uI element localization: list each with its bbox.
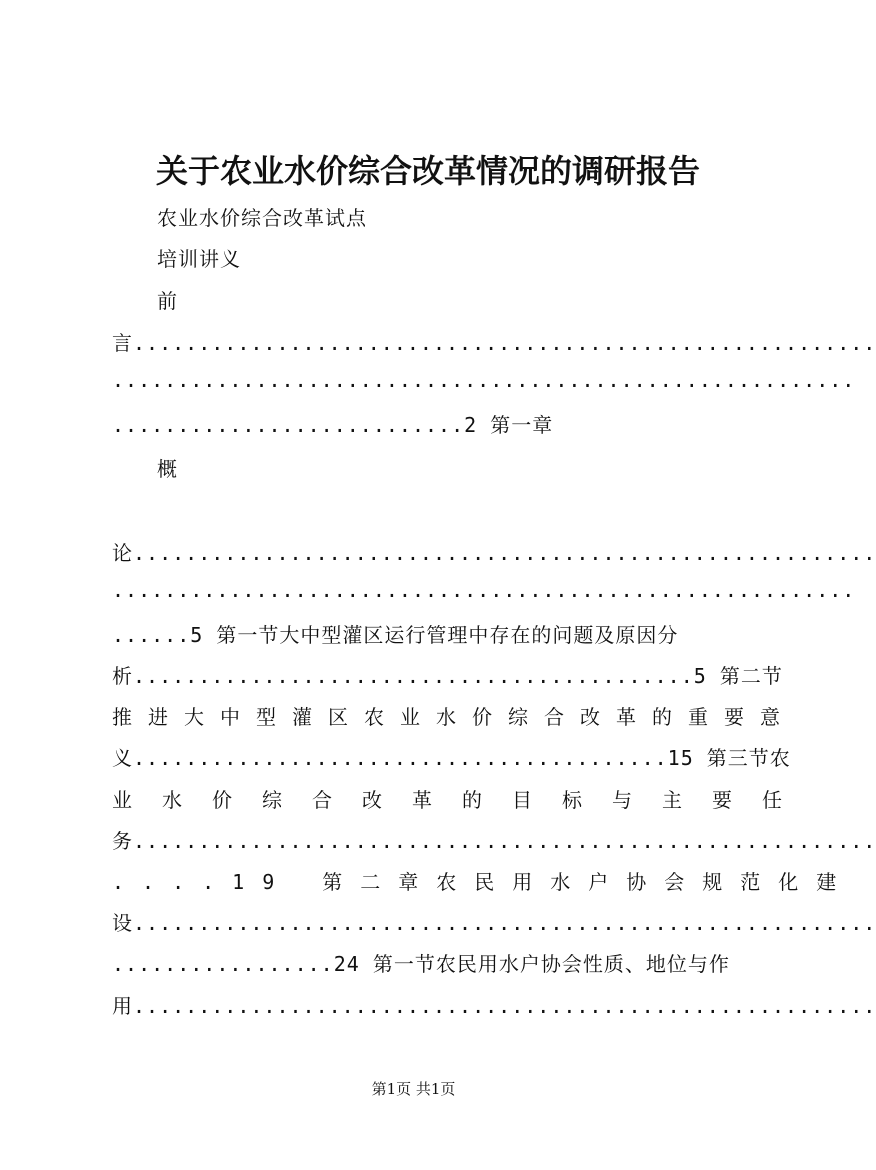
toc-line: 务......................................................... <box>112 829 876 853</box>
subtitle-line-1: 农业水价综合改革试点 <box>157 206 367 230</box>
toc-line: 推进大中型灌区农业水价综合改革的重要意 <box>112 705 796 729</box>
toc-line: ......5 第一节大中型灌区运行管理中存在的问题及原因分 <box>112 623 679 647</box>
toc-heading-part-2: 概 <box>157 457 178 481</box>
toc-line: 用......................................................... <box>112 994 876 1018</box>
toc-line: 言......................................................... <box>112 331 876 355</box>
toc-line: ......................................................... <box>112 368 856 392</box>
toc-line: ......................................................... <box>112 578 856 602</box>
toc-line: 论......................................................... <box>112 541 876 565</box>
toc-line: 业水价综合改革的目标与主要任 <box>112 788 812 812</box>
toc-line: 析...........................................5 第二节 <box>112 664 783 688</box>
toc-line: ....19 第二章农民用水户协会规范化建 <box>112 870 855 894</box>
subtitle-line-2: 培训讲义 <box>157 247 241 271</box>
toc-line: ...........................2 第一章 <box>112 413 554 437</box>
toc-heading-part-1: 前 <box>157 289 178 313</box>
toc-line: 义.........................................15 第三节农 <box>112 746 791 770</box>
document-title: 关于农业水价综合改革情况的调研报告 <box>156 152 701 190</box>
toc-line: .................24 第一节农民用水户协会性质、地位与作 <box>112 952 730 976</box>
page-footer: 第1页 共1页 <box>371 1080 456 1098</box>
toc-line: 设......................................................... <box>112 911 876 935</box>
